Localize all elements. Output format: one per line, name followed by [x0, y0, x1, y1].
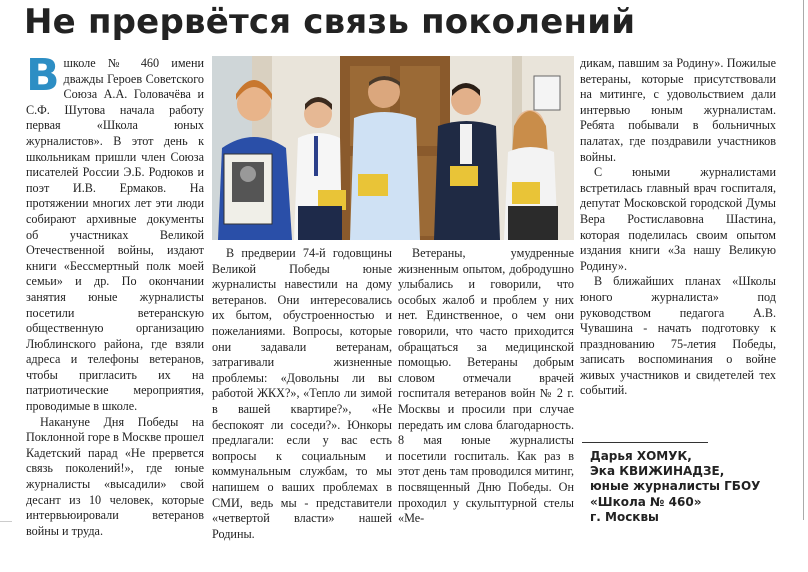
- signature-line: Эка КВИЖИНАДЗЕ,: [590, 464, 725, 479]
- signature-separator: [582, 442, 708, 443]
- paragraph: дикам, павшим за Родину». Пожилые ветераны, которые присутствовали на митинге, с удовольствием дали интервью юным журналистам. Ребята побывали в больничных палатах, где поздравили участников войны.: [580, 56, 776, 164]
- column-1: [26, 50, 204, 539]
- headline: Не прервётся связь поколений: [24, 2, 636, 42]
- article-photo: [212, 56, 574, 240]
- column-2: [212, 246, 392, 542]
- paragraph: В ближайших планах «Школы юного журналиста» под руководством педагога А.В. Чувашина - начать подготовку к празднованию 75-летия Победы, записать воспоминания о войне живых участников и свидетелей тех событий.: [580, 274, 776, 398]
- column-3: [398, 246, 574, 527]
- paragraph: В предверии 74-й годовщины Великой Победы юные журналисты навестили на дому ветеранов. Они интересовались их бытом, обустроенностью и пожеланиями. Вопросы, которые они задавали ветеранам, затрагивали жизненные проблемы: «Довольны ли вы работой ЖКХ?», «Тепло ли зимой в вашей квартире?», «Не беспокоят ли соседи?». Юнкоры предлагали: если у вас есть вопросы к социальным и коммунальным службам, то мы напишем о ваших проблемах в СМИ, ведь мы - представители «четвертой власти» нашей Родины.: [212, 246, 392, 541]
- signature-line: Дарья ХОМУК,: [590, 449, 692, 463]
- signature: [590, 449, 760, 525]
- signature-line: «Школа № 460»: [590, 494, 702, 509]
- paragraph: С юными журналистами встретилась главный врач госпиталя, депутат Московской городской Думы Вера Ростиславовна Шастина, которая поделилась своим опытом издания книги «За нашу Великую Родину».: [580, 165, 776, 273]
- signature-line: г. Москвы: [590, 509, 659, 524]
- page-edge-divider: [803, 0, 804, 520]
- group-photo-icon: [212, 56, 574, 240]
- column-4: [580, 56, 776, 399]
- paragraph: Накануне Дня Победы на Поклонной горе в Москве прошел Кадетский парад «Не прервется связь поколений!», где юные журналисты «высадили» свой десант из 10 человек, которые интервьюировали ветеранов войны и труда.: [26, 414, 204, 538]
- paragraph: Ветераны, умудренные жизненным опытом, добродушно улыбались и говорили, что особых жалоб и проблем у них нет. Единственное, о чем они говорили, что часто приходится обращаться за медицинской помощью. Ветераны добрым словом отмечали врачей госпиталя ветеранов войн № 2 г. Москвы и просили при случае передать им слова благодарность. 8 мая юные журналисты посетили госпиталь. Как раз в этот день там проводился митинг, посвященный Дню Победы. Он проходил у скульптурной стелы «Ме-: [398, 246, 574, 526]
- paragraph-text: школе № 460 имени дважды Героев Советского Союза А.А. Головачёва и С.Ф. Шутова начала работу первая «Школа юных журналистов». В этот день к школьникам пришли член Союза писателей России Э.Б. Родюков и поэт И.В. Ермаков. На протяжении многих лет эти люди собирают архивные документы об участниках Великой Отечественной войны, издают книги «Бессмертный полк моей семьи» и др. По окончании занятия юные журналисты посетили ветеранскую общественную организацию Люблинского района, где взяли адреса и телефоны ветеранов, чтобы пригласить их на патриотические мероприятия, проводимые в школе.: [26, 56, 204, 414]
- signature-line: юные журналисты ГБОУ: [590, 479, 761, 494]
- paragraph: [26, 50, 204, 415]
- drop-cap: В: [26, 50, 60, 101]
- bottom-divider: [0, 521, 12, 522]
